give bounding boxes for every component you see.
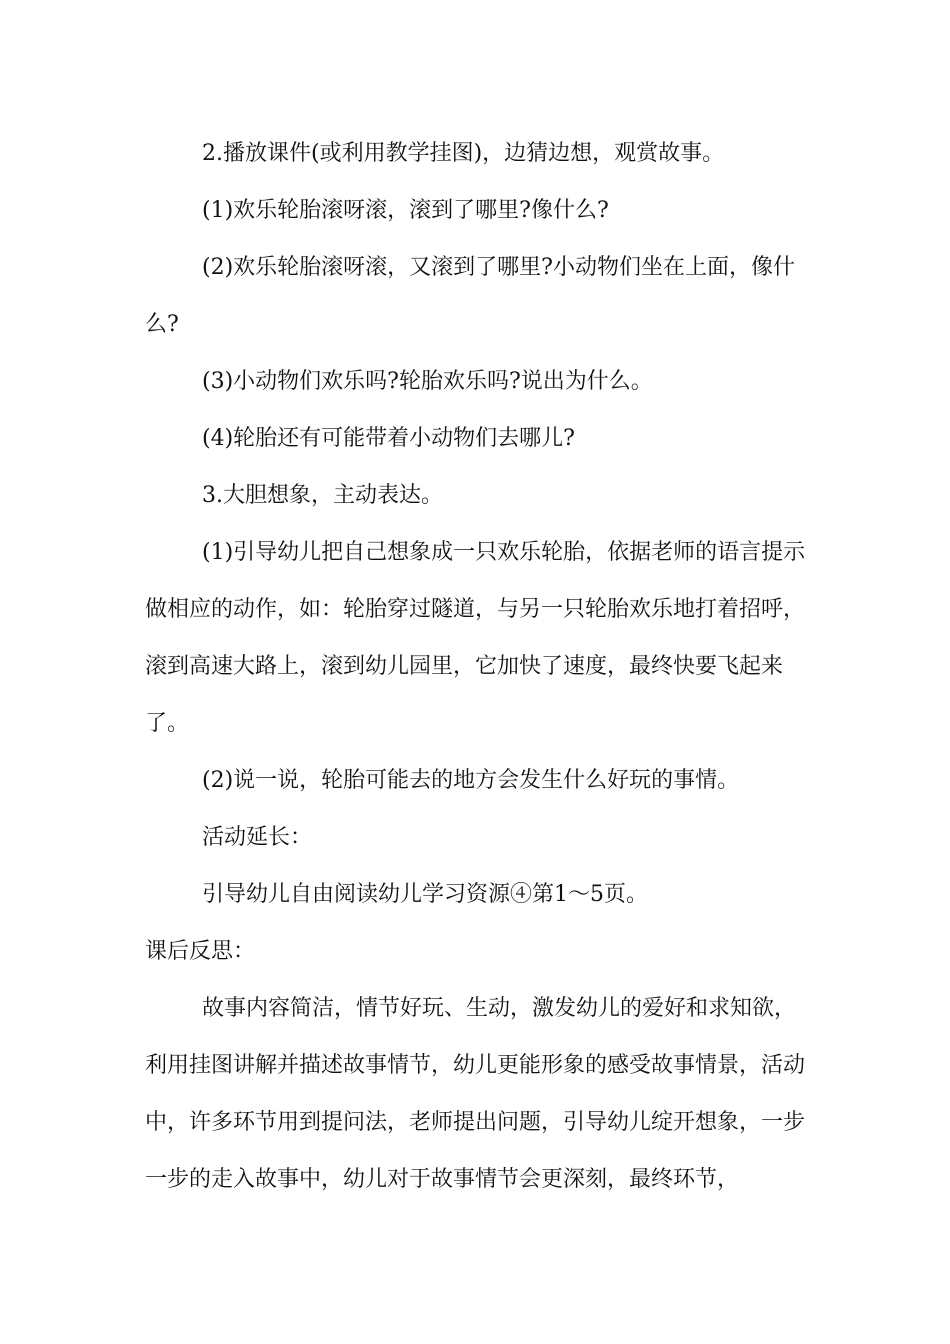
- activity-1: (1)引导幼儿把自己想象成一只欢乐轮胎，依据老师的语言提示做相应的动作，如：轮胎穿过隧道，与另一只轮胎欢乐地打着招呼，滚到高速大路上，滚到幼儿园里，它加快了速度，最终快要飞起来了。: [145, 540, 806, 736]
- extension-heading: 活动延长：: [202, 825, 313, 850]
- extension-text: 引导幼儿自由阅读幼儿学习资源④第1～5页。: [202, 882, 648, 907]
- step-3-heading: 3.大胆想象，主动表达。: [202, 483, 443, 508]
- question-2: (2)欢乐轮胎滚呀滚，又滚到了哪里?小动物们坐在上面，像什么?: [145, 255, 795, 337]
- step-2-heading: 2.播放课件(或利用教学挂图)，边猜边想，观赏故事。: [202, 141, 725, 166]
- question-3: (3)小动物们欢乐吗?轮胎欢乐吗?说出为什么。: [202, 369, 653, 394]
- reflection-heading: 课后反思：: [145, 939, 256, 964]
- activity-2: (2)说一说，轮胎可能去的地方会发生什么好玩的事情。: [202, 768, 740, 793]
- question-1: (1)欢乐轮胎滚呀滚，滚到了哪里?像什么?: [202, 198, 609, 223]
- reflection-text: 故事内容简洁，情节好玩、生动，激发幼儿的爱好和求知欲，利用挂图讲解并描述故事情节，幼儿更能形象的感受故事情景，活动中，许多环节用到提问法，老师提出问题，引导幼儿绽开想象，一步一步的走入故事中，幼儿对于故事情节会更深刻，最终环节，: [145, 996, 806, 1192]
- question-4: (4)轮胎还有可能带着小动物们去哪儿?: [202, 426, 575, 451]
